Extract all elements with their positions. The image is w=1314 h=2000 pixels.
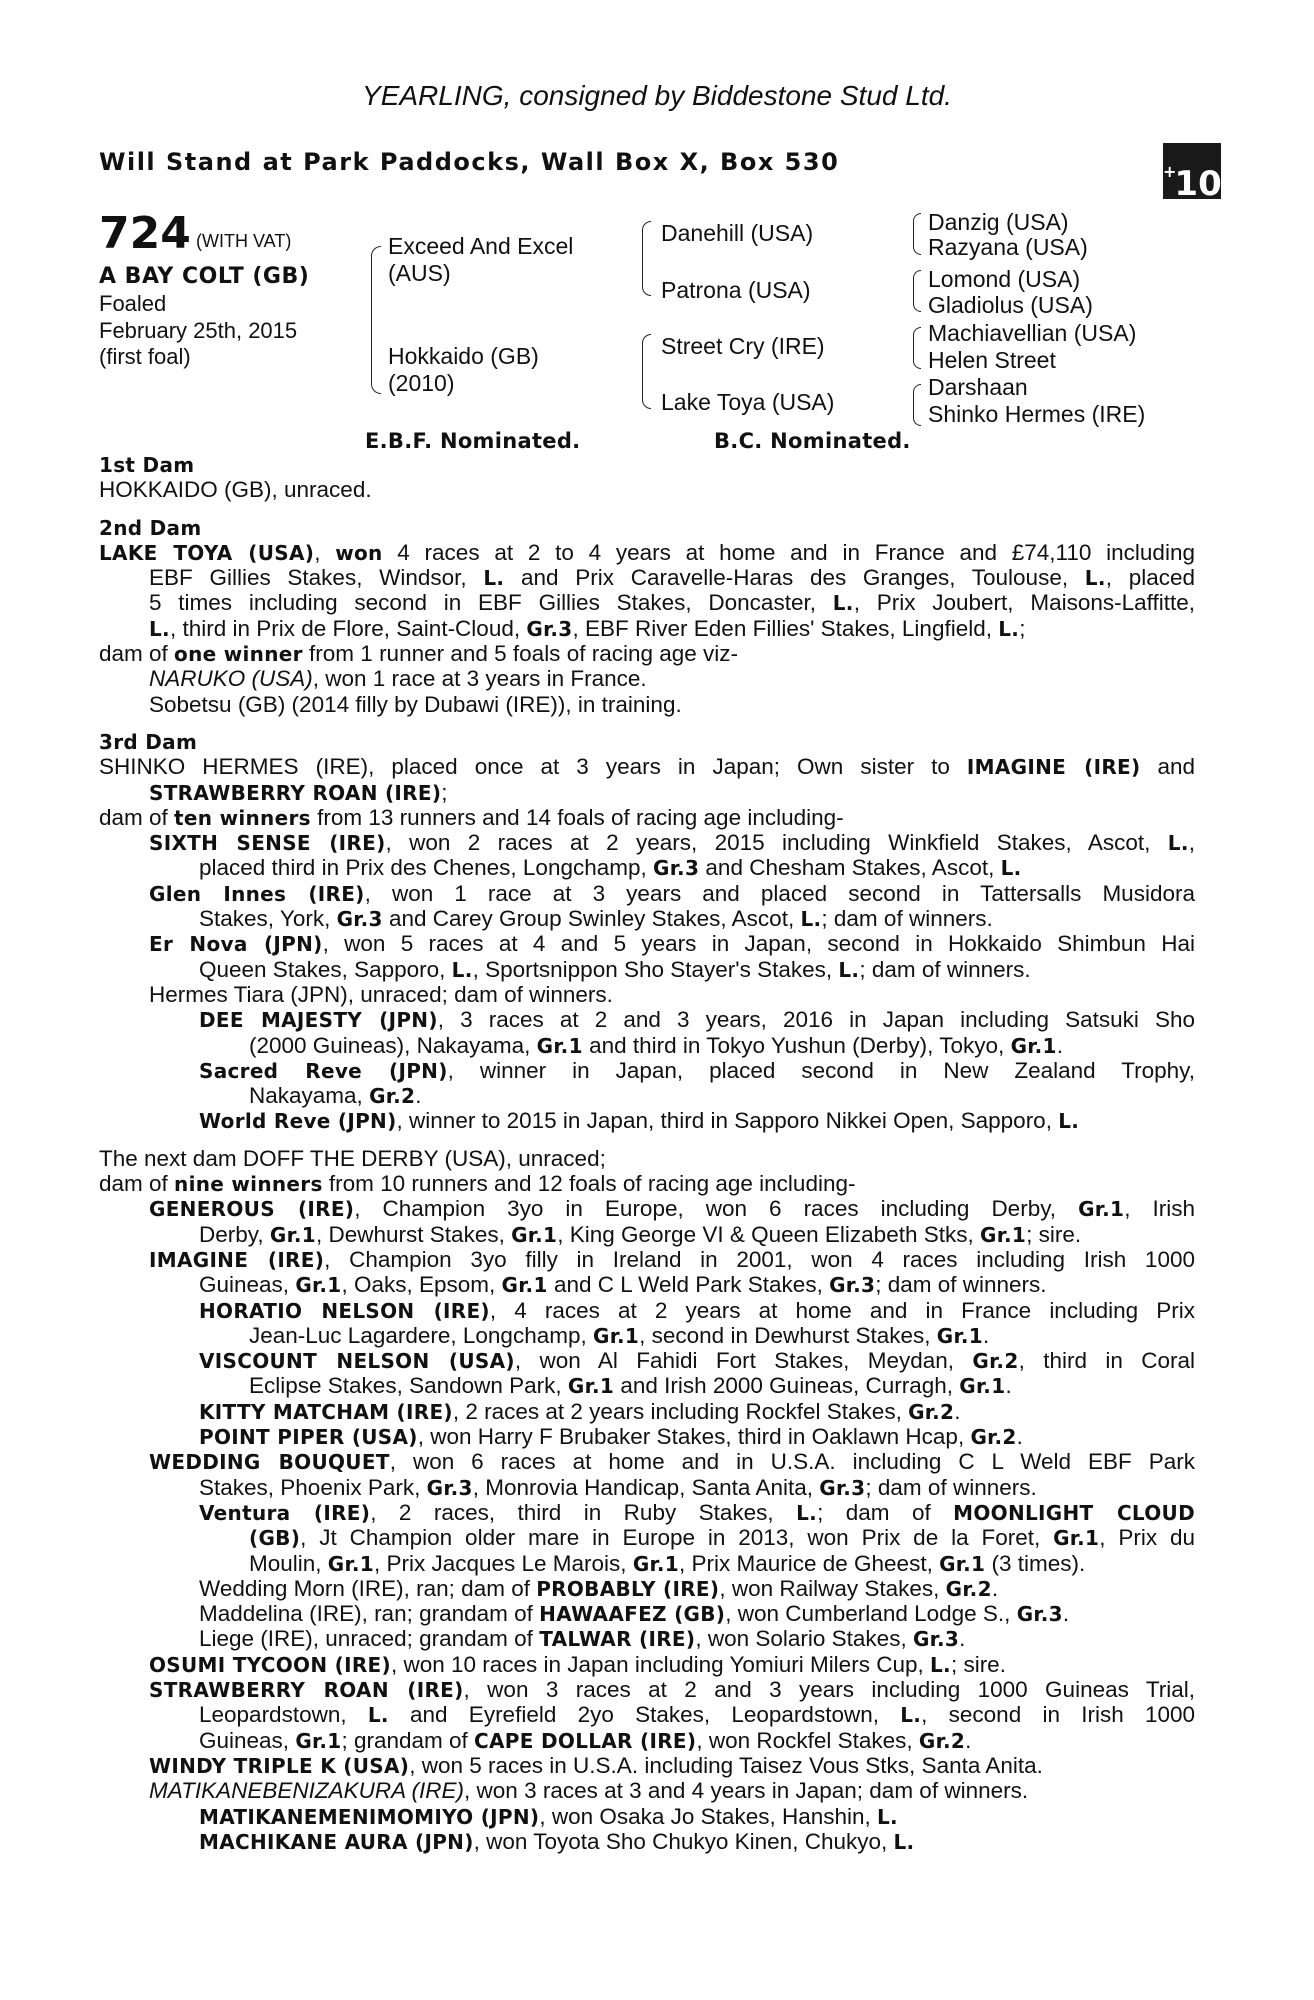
pedigree-brace-3d xyxy=(913,384,921,426)
record-line xyxy=(199,1108,1079,1134)
bold-text: L. xyxy=(832,591,854,615)
bold-text: MOONLIGHT CLOUD xyxy=(953,1501,1195,1525)
section-heading xyxy=(99,729,197,755)
text: , King George VI & Queen Elizabeth Stks, xyxy=(557,1222,980,1247)
text: , won 5 races at 4 and 5 years in Japan, second in Hokkaido Shimbun Hai xyxy=(322,931,1196,956)
bold-text: Gr.2 xyxy=(970,1425,1017,1449)
section-heading xyxy=(99,515,201,541)
text: , xyxy=(314,540,336,565)
text: and Eyrefield 2yo Stakes, Leopardstown, xyxy=(388,1702,901,1727)
foaled-date: February 25th, 2015 xyxy=(99,318,298,343)
bold-text: MATIKANEMENIMOMIYO (JPN) xyxy=(199,1805,540,1829)
record-line xyxy=(199,1348,1195,1374)
bold-text: nine winners xyxy=(174,1172,323,1196)
text: , won Cumberland Lodge S., xyxy=(725,1601,1017,1626)
record-line xyxy=(149,1247,1195,1273)
bold-text: L. xyxy=(1000,856,1022,880)
text: ; xyxy=(441,780,448,805)
text: , won 5 races in U.S.A. including Taisez Vous Stks, Santa Anita. xyxy=(409,1753,1043,1778)
dam-name: Hokkaido (GB) xyxy=(388,343,539,369)
text: Eclipse Stakes, Sandown Park, xyxy=(249,1373,568,1398)
bold-text: Gr.2 xyxy=(369,1084,416,1108)
bold-text: Gr.1 xyxy=(501,1273,548,1297)
bold-text: VISCOUNT NELSON (USA) xyxy=(199,1349,515,1373)
text: , Champion 3yo in Europe, won 6 races including Derby, xyxy=(354,1196,1079,1221)
lot-vat: (WITH VAT) xyxy=(196,231,292,251)
text: ; sire. xyxy=(1026,1222,1082,1247)
bold-text: L. xyxy=(1058,1109,1080,1133)
bold-text: L. xyxy=(796,1501,818,1525)
gen3-3: Lomond (USA) xyxy=(928,266,1081,292)
record-line xyxy=(99,540,1195,566)
text: , won Rockfel Stakes, xyxy=(696,1728,919,1753)
record-line xyxy=(149,1778,1028,1804)
bold-text: Gr.1 xyxy=(939,1552,986,1576)
ebf-nominated: E.B.F. Nominated. xyxy=(365,429,581,453)
bold-text: Gr.3 xyxy=(912,1627,960,1651)
bold-text: Gr.2 xyxy=(945,1577,992,1601)
lot-name: A BAY COLT (GB) xyxy=(99,264,310,289)
text: , winner in Japan, placed second in New Zealand Trophy, xyxy=(447,1058,1195,1083)
bold-text: DEE MAJESTY (JPN) xyxy=(199,1008,438,1032)
record-line xyxy=(99,1171,855,1197)
text: (3 times). xyxy=(985,1551,1086,1576)
bold-text: GENEROUS (IRE) xyxy=(149,1197,355,1221)
gen3-2: Razyana (USA) xyxy=(928,234,1088,260)
bold-text: Gr.1 xyxy=(269,1223,317,1247)
text: from 13 runners and 14 foals of racing age including- xyxy=(310,805,844,830)
text: ; grandam of xyxy=(341,1728,475,1753)
record-line xyxy=(199,1272,1047,1298)
record-line xyxy=(199,1298,1195,1324)
bold-text: 2nd Dam xyxy=(99,516,202,540)
text: , won 6 races at home and in U.S.A. including C L Weld EBF Park xyxy=(389,1449,1195,1474)
record-line xyxy=(199,1399,961,1425)
record-line xyxy=(199,1576,998,1602)
text: . xyxy=(1062,1601,1070,1626)
text: Leopardstown, xyxy=(199,1702,368,1727)
bold-text: Gr.1 xyxy=(295,1273,342,1297)
record-line xyxy=(99,1146,606,1172)
record-line xyxy=(149,1196,1195,1222)
bold-text: PROBABLY (IRE) xyxy=(536,1577,720,1601)
text: ; dam of winners. xyxy=(865,1475,1037,1500)
badge-sup: + xyxy=(1163,162,1177,181)
gen3-1: Danzig (USA) xyxy=(928,209,1069,235)
pedigree-brace-2b xyxy=(642,334,651,409)
text: from 1 runner and 5 foals of racing age viz- xyxy=(302,641,739,666)
bold-text: Gr.3 xyxy=(653,856,700,880)
pedigree-brace-3c xyxy=(913,327,921,369)
text: and Irish 2000 Guineas, Curragh, xyxy=(614,1373,960,1398)
text: Guineas, xyxy=(199,1272,296,1297)
text: , won 3 races at 3 and 4 years in Japan; dam of winners. xyxy=(464,1778,1029,1803)
lot-number: 724 xyxy=(99,208,191,259)
record-line xyxy=(249,1323,989,1349)
bold-text: IMAGINE (IRE) xyxy=(149,1248,325,1272)
text: Wedding Morn (IRE), ran; dam of xyxy=(199,1576,537,1601)
text: , Prix du xyxy=(1099,1525,1195,1550)
text: , Prix Joubert, Maisons-Laffitte, xyxy=(853,590,1195,615)
bold-text: Gr.3 xyxy=(819,1476,866,1500)
bold-text: Gr.1 xyxy=(632,1552,679,1576)
bold-text: Gr.3 xyxy=(1016,1602,1063,1626)
text: The next dam DOFF THE DERBY (USA), unraced; xyxy=(99,1146,606,1171)
gen3-4: Gladiolus (USA) xyxy=(928,292,1093,318)
text: Liege (IRE), unraced; grandam of xyxy=(199,1626,540,1651)
record-line xyxy=(199,1601,1069,1627)
bold-text: OSUMI TYCOON (IRE) xyxy=(149,1653,391,1677)
record-line xyxy=(149,1652,1006,1678)
text: Nakayama, xyxy=(249,1083,370,1108)
badge-number: 10 xyxy=(1174,164,1222,204)
bold-text: Gr.1 xyxy=(567,1374,615,1398)
text: ; dam of winners. xyxy=(859,957,1031,982)
text: ; xyxy=(1019,616,1026,641)
text: , Prix Jacques Le Marois, xyxy=(373,1551,633,1576)
gen2-3: Street Cry (IRE) xyxy=(661,333,825,359)
bold-text: Gr.2 xyxy=(908,1400,955,1424)
text: , won 1 race at 3 years and placed second in Tattersalls Musidora xyxy=(364,881,1195,906)
record-line xyxy=(249,1525,1195,1551)
record-line xyxy=(249,1083,421,1109)
gen2-1: Danehill (USA) xyxy=(661,220,814,246)
record-line xyxy=(149,692,682,718)
text: , 2 races, third in Ruby Stakes, xyxy=(370,1500,797,1525)
bold-text: L. xyxy=(800,907,822,931)
gen3-6: Helen Street xyxy=(928,347,1056,373)
bold-text: L. xyxy=(900,1703,922,1727)
section-heading xyxy=(99,452,194,478)
text: , third in Prix de Flore, Saint-Cloud, xyxy=(169,616,527,641)
record-line xyxy=(199,906,993,932)
record-line xyxy=(199,1804,898,1830)
bold-text: Gr.1 xyxy=(327,1552,374,1576)
text: SHINKO HERMES (IRE), placed once at 3 years in Japan; Own sister to xyxy=(99,754,967,779)
record-line xyxy=(199,855,1022,881)
text: ; dam of winners. xyxy=(821,906,993,931)
text: , won Harry F Brubaker Stakes, third in Oaklawn Hcap, xyxy=(417,1424,971,1449)
bold-text: 3rd Dam xyxy=(99,730,198,754)
bold-text: L. xyxy=(838,958,860,982)
text: , Monrovia Handicap, Santa Anita, xyxy=(472,1475,820,1500)
bold-text: LAKE TOYA (USA) xyxy=(99,541,315,565)
record-line xyxy=(199,1626,965,1652)
bold-text: L. xyxy=(367,1703,389,1727)
foal-note: (first foal) xyxy=(99,344,191,369)
bold-text: L. xyxy=(1167,831,1189,855)
bold-text: L. xyxy=(483,566,505,590)
gen2-4: Lake Toya (USA) xyxy=(661,389,835,415)
bold-text: Gr.3 xyxy=(829,1273,876,1297)
bold-text: ten winners xyxy=(174,806,311,830)
text: 4 races at 2 to 4 years at home and in France and £74,110 including xyxy=(382,540,1195,565)
dam-year: (2010) xyxy=(388,370,455,396)
bold-text: L. xyxy=(451,958,473,982)
record-line xyxy=(149,565,1195,591)
text: . xyxy=(1056,1033,1063,1058)
record-line xyxy=(249,1551,1085,1577)
bold-text: Gr.1 xyxy=(936,1324,983,1348)
bold-text: L. xyxy=(149,617,170,641)
text: HOKKAIDO (GB), unraced. xyxy=(99,477,372,502)
italic-text: MATIKANEBENIZAKURA (IRE) xyxy=(149,1778,465,1803)
text: (2000 Guineas), Nakayama, xyxy=(249,1033,537,1058)
text: and C L Weld Park Stakes, xyxy=(547,1272,830,1297)
record-line xyxy=(199,1424,1023,1450)
record-line xyxy=(149,590,1195,616)
text: , placed xyxy=(1105,565,1196,590)
text: dam of xyxy=(99,805,175,830)
text: ; dam of winners. xyxy=(875,1272,1047,1297)
record-line xyxy=(99,754,1195,780)
lot-badge xyxy=(1163,143,1222,204)
record-line xyxy=(199,1007,1195,1033)
text: , Dewhurst Stakes, xyxy=(316,1222,512,1247)
bc-nominated: B.C. Nominated. xyxy=(714,429,911,453)
bold-text: HAWAAFEZ (GB) xyxy=(539,1602,726,1626)
text: , Sportsnippon Sho Stayer's Stakes, xyxy=(472,957,839,982)
text: , Champion 3yo filly in Ireland in 2001, won 4 races including Irish 1000 xyxy=(324,1247,1195,1272)
bold-text: Gr.1 xyxy=(959,1374,1006,1398)
text: Queen Stakes, Sapporo, xyxy=(199,957,452,982)
record-line xyxy=(99,641,738,667)
text: . xyxy=(965,1728,972,1753)
record-line xyxy=(199,957,1031,983)
bold-text: L. xyxy=(893,1830,915,1854)
text: . xyxy=(1016,1424,1023,1449)
bold-text: Gr.1 xyxy=(592,1324,640,1348)
gen3-7: Darshaan xyxy=(928,374,1028,400)
sire-name: Exceed And Excel xyxy=(388,233,574,259)
record-line xyxy=(199,1702,1195,1728)
bold-text: Gr.1 xyxy=(511,1223,558,1247)
bold-text: POINT PIPER (USA) xyxy=(199,1425,418,1449)
text: , second in Dewhurst Stakes, xyxy=(639,1323,937,1348)
text: Stakes, Phoenix Park, xyxy=(199,1475,427,1500)
record-line xyxy=(149,881,1195,907)
text: . xyxy=(415,1083,422,1108)
bold-text: Gr.1 xyxy=(1078,1197,1125,1221)
text: from 10 runners and 12 foals of racing age including- xyxy=(322,1171,856,1196)
record-line xyxy=(99,805,844,831)
bold-text: Gr.2 xyxy=(972,1349,1019,1373)
gen3-5: Machiavellian (USA) xyxy=(928,320,1137,346)
text: , won 3 races at 2 and 3 years including 1000 Guineas Trial, xyxy=(463,1677,1195,1702)
text: , xyxy=(1188,830,1195,855)
bold-text: L. xyxy=(929,1653,951,1677)
bold-text: CAPE DOLLAR (IRE) xyxy=(474,1729,697,1753)
bold-text: Gr.1 xyxy=(1053,1526,1100,1550)
text: . xyxy=(954,1399,961,1424)
bold-text: Gr.1 xyxy=(536,1034,583,1058)
record-line xyxy=(249,1373,1012,1399)
bold-text: Gr.3 xyxy=(526,617,573,641)
bold-text: TALWAR (IRE) xyxy=(539,1627,696,1651)
text: . xyxy=(991,1576,999,1601)
record-line xyxy=(249,1033,1063,1059)
bold-text: L. xyxy=(1084,566,1106,590)
pedigree-brace-3b xyxy=(913,270,921,312)
text: , third in Coral xyxy=(1018,1348,1196,1373)
bold-text: Sacred Reve (JPN) xyxy=(199,1059,448,1083)
record-line xyxy=(149,616,1025,642)
record-line xyxy=(149,666,647,692)
italic-text: NARUKO (USA) xyxy=(149,666,313,691)
text: placed third in Prix des Chenes, Longchamp, xyxy=(199,855,654,880)
text: . xyxy=(959,1626,966,1651)
text: Sobetsu (GB) (2014 filly by Dubawi (IRE)), in training. xyxy=(149,692,682,717)
text: dam of xyxy=(99,1171,175,1196)
foaled-label: Foaled xyxy=(99,291,167,316)
text: , won Osaka Jo Stakes, Hanshin, xyxy=(539,1804,878,1829)
record-line xyxy=(149,1677,1195,1703)
text: , won Railway Stakes, xyxy=(719,1576,946,1601)
gen2-2: Patrona (USA) xyxy=(661,277,811,303)
bold-text: World Reve (JPN) xyxy=(199,1109,397,1133)
record-line xyxy=(199,1222,1081,1248)
bold-text: Gr.3 xyxy=(426,1476,473,1500)
pedigree-brace-2a xyxy=(642,221,651,296)
text: , EBF River Eden Fillies' Stakes, Lingfield, xyxy=(572,616,999,641)
text: and Carey Group Swinley Stakes, Ascot, xyxy=(382,906,801,931)
bold-text: L. xyxy=(998,617,1020,641)
stand-location: Will Stand at Park Paddocks, Wall Box X, Box 530 xyxy=(99,148,840,176)
record-line xyxy=(199,1829,914,1855)
record-line xyxy=(99,477,372,503)
text: 5 times including second in EBF Gillies Stakes, Doncaster, xyxy=(149,590,833,615)
bold-text: Gr.1 xyxy=(295,1729,342,1753)
text: , won Al Fahidi Fort Stakes, Meydan, xyxy=(514,1348,973,1373)
bold-text: (GB) xyxy=(249,1526,301,1550)
sire-country: (AUS) xyxy=(388,260,451,286)
text: Moulin, xyxy=(249,1551,328,1576)
text: EBF Gillies Stakes, Windsor, xyxy=(149,565,484,590)
text: , Prix Maurice de Gheest, xyxy=(678,1551,940,1576)
bold-text: Glen Innes (IRE) xyxy=(149,882,365,906)
text: Jean-Luc Lagardere, Longchamp, xyxy=(249,1323,593,1348)
text: , 2 races at 2 years including Rockfel Stakes, xyxy=(452,1399,909,1424)
text: . xyxy=(982,1323,990,1348)
text: and xyxy=(1140,754,1196,779)
text: Derby, xyxy=(199,1222,270,1247)
record-line xyxy=(199,1058,1195,1084)
text: and Chesham Stakes, Ascot, xyxy=(699,855,1001,880)
bold-text: Ventura (IRE) xyxy=(199,1501,371,1525)
bold-text: SIXTH SENSE (IRE) xyxy=(149,831,386,855)
text: Stakes, York, xyxy=(199,906,337,931)
text: , 4 races at 2 years at home and in France including Prix xyxy=(489,1298,1195,1323)
pedigree-brace-1 xyxy=(371,246,381,394)
text: , second in Irish 1000 xyxy=(921,1702,1195,1727)
record-line xyxy=(149,1753,1043,1779)
bold-text: Gr.1 xyxy=(979,1223,1027,1247)
text: , Irish xyxy=(1124,1196,1195,1221)
bold-text: 1st Dam xyxy=(99,453,195,477)
text: , won 1 race at 3 years in France. xyxy=(312,666,647,691)
bold-text: STRAWBERRY ROAN (IRE) xyxy=(149,1678,464,1702)
record-line xyxy=(199,1728,971,1754)
record-line xyxy=(149,780,448,806)
text: , Oaks, Epsom, xyxy=(341,1272,502,1297)
text: , 3 races at 2 and 3 years, 2016 in Japan including Satsuki Sho xyxy=(437,1007,1196,1032)
bold-text: one winner xyxy=(174,642,303,666)
bold-text: IMAGINE (IRE) xyxy=(966,755,1141,779)
gen3-8: Shinko Hermes (IRE) xyxy=(928,401,1146,427)
text: , won 2 races at 2 years, 2015 including Winkfield Stakes, Ascot, xyxy=(385,830,1168,855)
text: and Prix Caravelle-Haras des Granges, Toulouse, xyxy=(504,565,1085,590)
page-title: YEARLING, consigned by Biddestone Stud Ltd. xyxy=(362,80,952,111)
text: dam of xyxy=(99,641,175,666)
bold-text: STRAWBERRY ROAN (IRE) xyxy=(149,781,442,805)
text: Maddelina (IRE), ran; grandam of xyxy=(199,1601,540,1626)
bold-text: HORATIO NELSON (IRE) xyxy=(199,1299,490,1323)
bold-text: WEDDING BOUQUET xyxy=(149,1450,390,1474)
bold-text: L. xyxy=(877,1805,898,1829)
bold-text: MACHIKANE AURA (JPN) xyxy=(199,1830,474,1854)
text: . xyxy=(1005,1373,1012,1398)
bold-text: KITTY MATCHAM (IRE) xyxy=(199,1400,453,1424)
record-line xyxy=(199,1500,1195,1526)
bold-text: WINDY TRIPLE K (USA) xyxy=(149,1754,410,1778)
record-line xyxy=(199,1475,1037,1501)
text: Hermes Tiara (JPN), unraced; dam of winners. xyxy=(149,982,613,1007)
pedigree-brace-3a xyxy=(913,213,921,255)
text: Guineas, xyxy=(199,1728,296,1753)
record-line xyxy=(149,982,613,1008)
bold-text: Gr.3 xyxy=(336,907,383,931)
bold-text: Gr.2 xyxy=(918,1729,966,1753)
text: and third in Tokyo Yushun (Derby), Tokyo, xyxy=(582,1033,1011,1058)
text: ; dam of xyxy=(817,1500,954,1525)
bold-text: won xyxy=(335,541,383,565)
text: , won 10 races in Japan including Yomiuri Milers Cup, xyxy=(390,1652,930,1677)
record-line xyxy=(149,931,1195,957)
text: , won Solario Stakes, xyxy=(695,1626,913,1651)
bold-text: Er Nova (JPN) xyxy=(149,932,323,956)
text: , Jt Champion older mare in Europe in 2013, won Prix de la Foret, xyxy=(300,1525,1054,1550)
record-line xyxy=(149,1449,1195,1475)
text: ; sire. xyxy=(950,1652,1006,1677)
text: , winner to 2015 in Japan, third in Sapporo Nikkei Open, Sapporo, xyxy=(396,1108,1059,1133)
text: , won Toyota Sho Chukyo Kinen, Chukyo, xyxy=(473,1829,894,1854)
bold-text: Gr.1 xyxy=(1010,1034,1057,1058)
record-line xyxy=(149,830,1195,856)
